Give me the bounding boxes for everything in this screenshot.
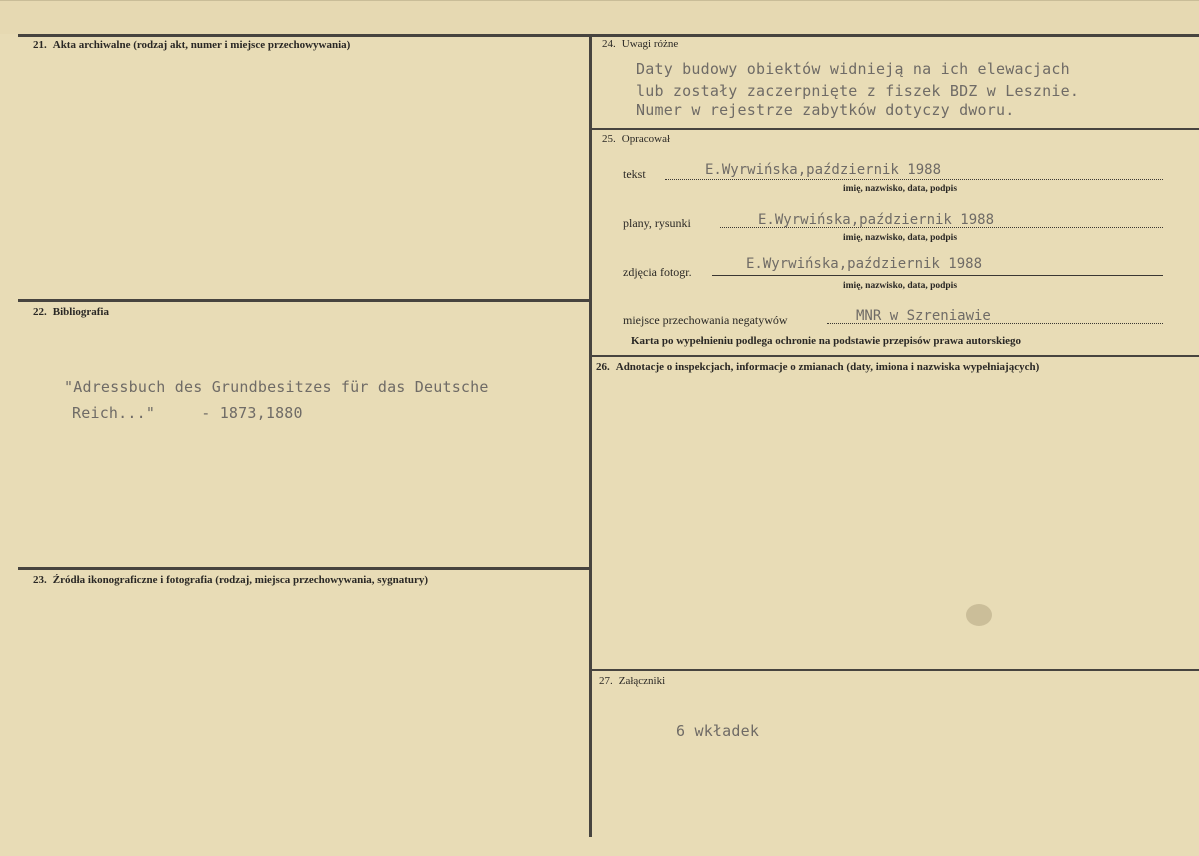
section-25-label: Opracował [621,133,671,145]
text-author-dotline [665,179,1163,180]
section-24-number: 24. [602,38,616,50]
top-strip [0,1,1199,34]
remarks-line-3: Numer w rejestrze zabytków dotyczy dworu. [636,101,1015,119]
rule-27 [592,669,1199,671]
rule-26 [592,355,1199,357]
rule-22 [18,299,592,302]
remarks-line-1: Daty budowy obiektów widnieją na ich elewacjach [636,60,1070,78]
bibliography-line-1: "Adressbuch des Grundbesitzes für das Deutsche [64,378,489,396]
bibliography-line-2: Reich..." - 1873,1880 [72,404,303,422]
section-22-heading [33,306,109,318]
photos-author-value: E.Wyrwińska,październik 1988 [746,256,983,272]
section-27-label: Załączniki [618,675,666,687]
plans-author-label: plany, rysunki [623,216,691,230]
remarks-line-2: lub zostały zaczerpnięte z fiszek BDZ w Lesznie. [636,82,1080,100]
paper-stain [966,604,992,626]
rule-23 [18,567,592,570]
section-26-label: Adnotacje o inspekcjach, informacje o zmianach (daty, imiona i nazwiska wypełniających) [615,361,1040,373]
text-author-caption: imię, nazwisko, data, podpis [843,184,958,194]
plans-author-caption: imię, nazwisko, data, podpis [843,233,958,243]
section-22-label: Bibliografia [52,306,109,318]
section-21-heading [33,39,350,51]
section-24-heading [602,38,678,50]
section-25-heading [602,133,670,145]
text-author-label: tekst [623,167,646,181]
section-22-number: 22. [33,306,47,318]
section-26-number: 26. [596,361,610,373]
section-24-label: Uwagi różne [621,38,679,50]
rule-25 [592,128,1199,130]
copyright-notice: Karta po wypełnieniu podlega ochronie na podstawie przepisów prawa autorskiego [631,335,1022,347]
negatives-location-value: MNR w Szreniawie [856,308,991,324]
photos-author-caption: imię, nazwisko, data, podpis [843,281,958,291]
section-27-heading [599,675,665,687]
attachments-text: 6 wkładek [676,722,760,740]
top-rule [18,34,1199,37]
section-26-heading [596,361,1039,373]
section-21-number: 21. [33,39,47,51]
photos-author-label: zdjęcia fotogr. [623,265,692,279]
section-23-number: 23. [33,574,47,586]
plans-author-value: E.Wyrwińska,październik 1988 [758,212,995,228]
section-27-number: 27. [599,675,613,687]
section-23-label: Źródła ikonograficzne i fotografia (rodzaj, miejsca przechowywania, sygnatury) [52,574,429,586]
center-divider [589,34,592,837]
text-author-value: E.Wyrwińska,październik 1988 [705,162,942,178]
negatives-location-label: miejsce przechowania negatywów [623,313,788,327]
section-21-label: Akta archiwalne (rodzaj akt, numer i miejsce przechowywania) [52,39,351,51]
section-25-number: 25. [602,133,616,145]
section-23-heading [33,574,428,586]
photos-author-line [712,275,1163,276]
